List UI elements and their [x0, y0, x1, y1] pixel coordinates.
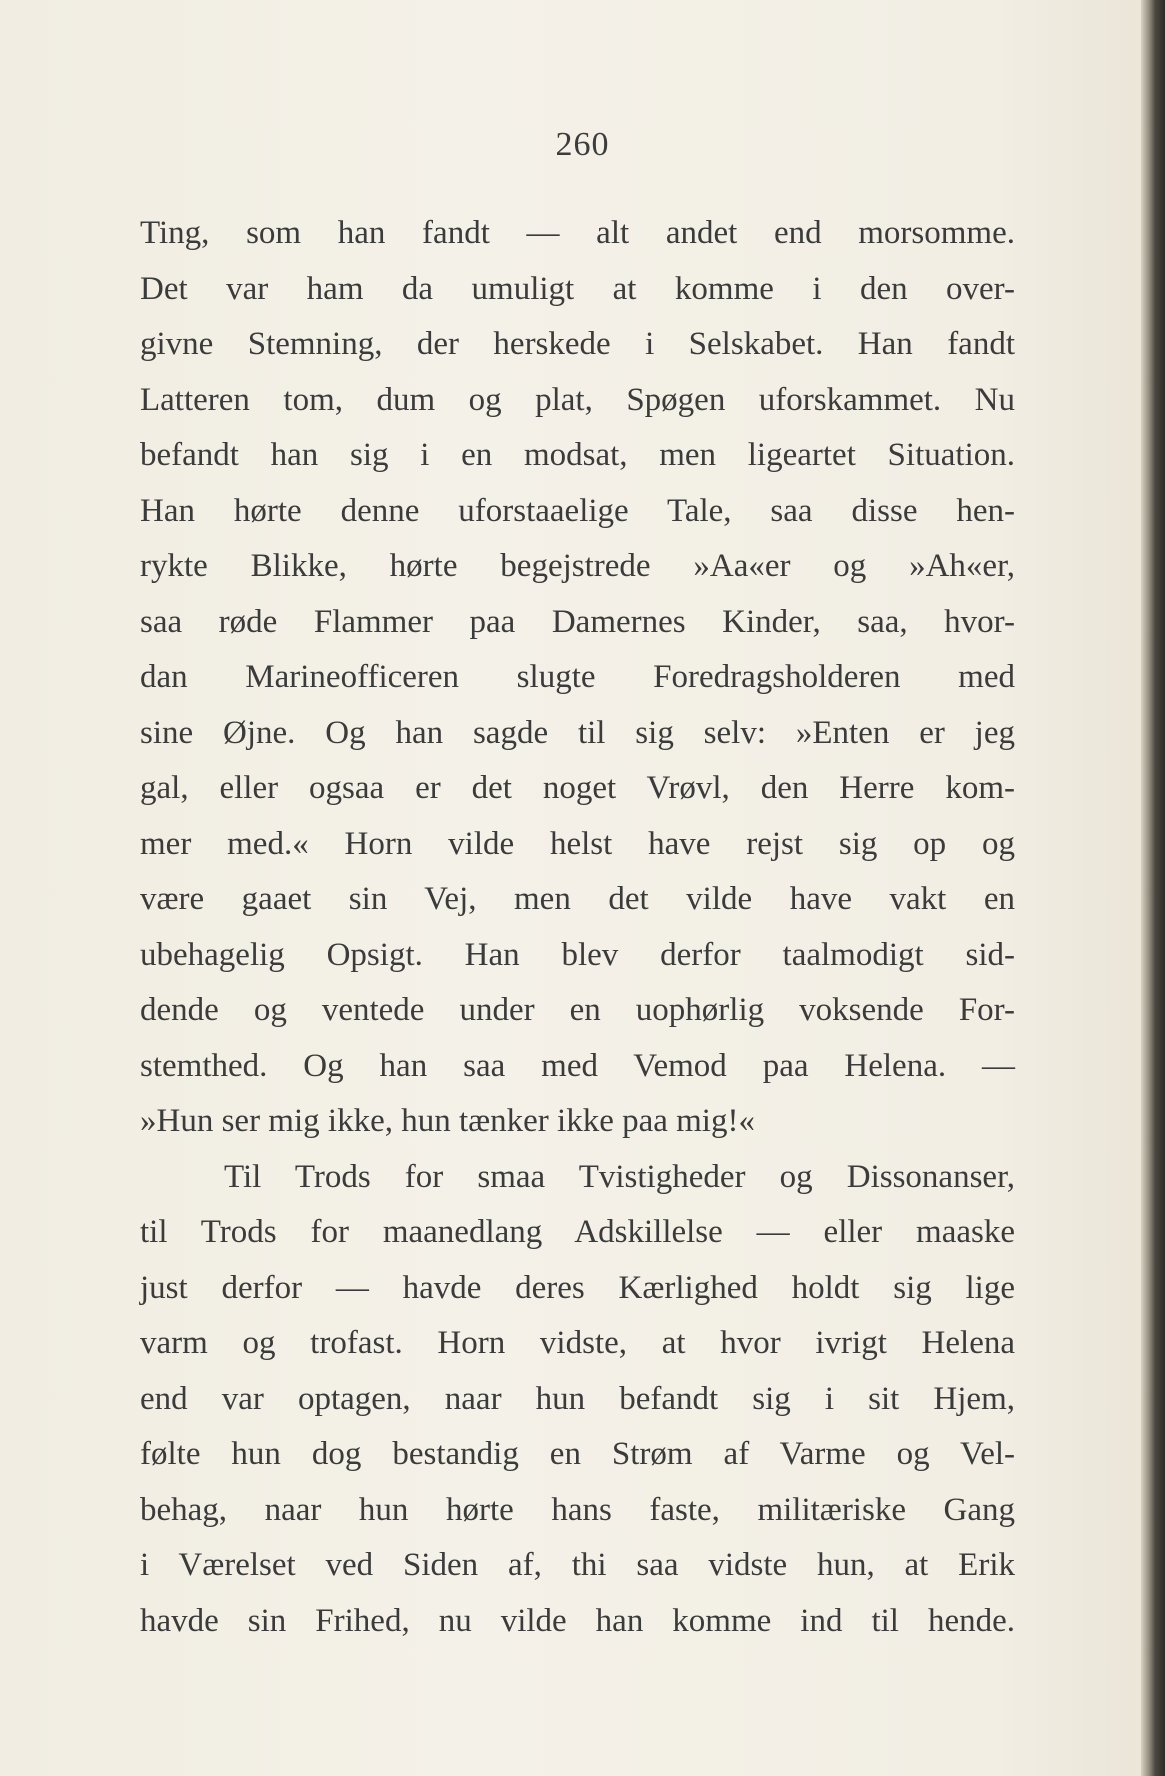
text-line: »Hun ser mig ikke, hun tænker ikke paa mig!«	[140, 1103, 755, 1139]
text-line: i Værelset ved Siden af, thi saa vidste hun, at Erik	[140, 1547, 1015, 1583]
text-line: rykte Blikke, hørte begejstrede »Aa«er og »Ah«er,	[140, 548, 1015, 584]
body-text	[140, 206, 1015, 1649]
text-line: til Trods for maanedlang Adskillelse — eller maaske	[140, 1214, 1015, 1250]
text-line: givne Stemning, der herskede i Selskabet. Han fandt	[140, 326, 1015, 362]
page-number: 260	[555, 126, 610, 163]
text-line: stemthed. Og han saa med Vemod paa Helena. —	[140, 1047, 1015, 1084]
text-line: sine Øjne. Og han sagde til sig selv: »Enten er jeg	[140, 714, 1015, 751]
text-line: mer med.« Horn vilde helst have rejst sig op og	[140, 825, 1015, 862]
text-line: behag, naar hun hørte hans faste, militæriske Gang	[140, 1491, 1015, 1528]
text-line: befandt han sig i en modsat, men ligeartet Situation.	[140, 437, 1015, 473]
text-line: være gaaet sin Vej, men det vilde have vakt en	[140, 881, 1015, 917]
text-line: dan Marineofficeren slugte Foredragsholderen med	[140, 659, 1015, 695]
text-line: end var optagen, naar hun befandt sig i sit Hjem,	[140, 1380, 1015, 1417]
text-line: just derfor — havde deres Kærlighed holdt sig lige	[140, 1269, 1015, 1306]
text-line: varm og trofast. Horn vidste, at hvor ivrigt Helena	[140, 1325, 1015, 1361]
text-line: dende og ventede under en uophørlig voksende For-	[140, 992, 1015, 1028]
book-spine-edge	[1141, 0, 1165, 1776]
text-line: Latteren tom, dum og plat, Spøgen uforskammet. Nu	[140, 381, 1015, 418]
text-line: saa røde Flammer paa Damernes Kinder, saa, hvor-	[140, 603, 1015, 640]
text-line: Ting, som han fandt — alt andet end morsomme.	[140, 215, 1015, 251]
text-line: ubehagelig Opsigt. Han blev derfor taalmodigt sid-	[140, 936, 1015, 973]
text-line: Han hørte denne uforstaaelige Tale, saa disse hen-	[140, 492, 1015, 529]
text-line: Det var ham da umuligt at komme i den over-	[140, 270, 1015, 307]
text-line: gal, eller ogsaa er det noget Vrøvl, den Herre kom-	[140, 770, 1015, 806]
text-line: Til Trods for smaa Tvistigheder og Dissonanser,	[224, 1158, 1015, 1195]
text-line: følte hun dog bestandig en Strøm af Varme og Vel-	[140, 1436, 1015, 1472]
text-line: havde sin Frihed, nu vilde han komme ind til hende.	[140, 1602, 1015, 1639]
